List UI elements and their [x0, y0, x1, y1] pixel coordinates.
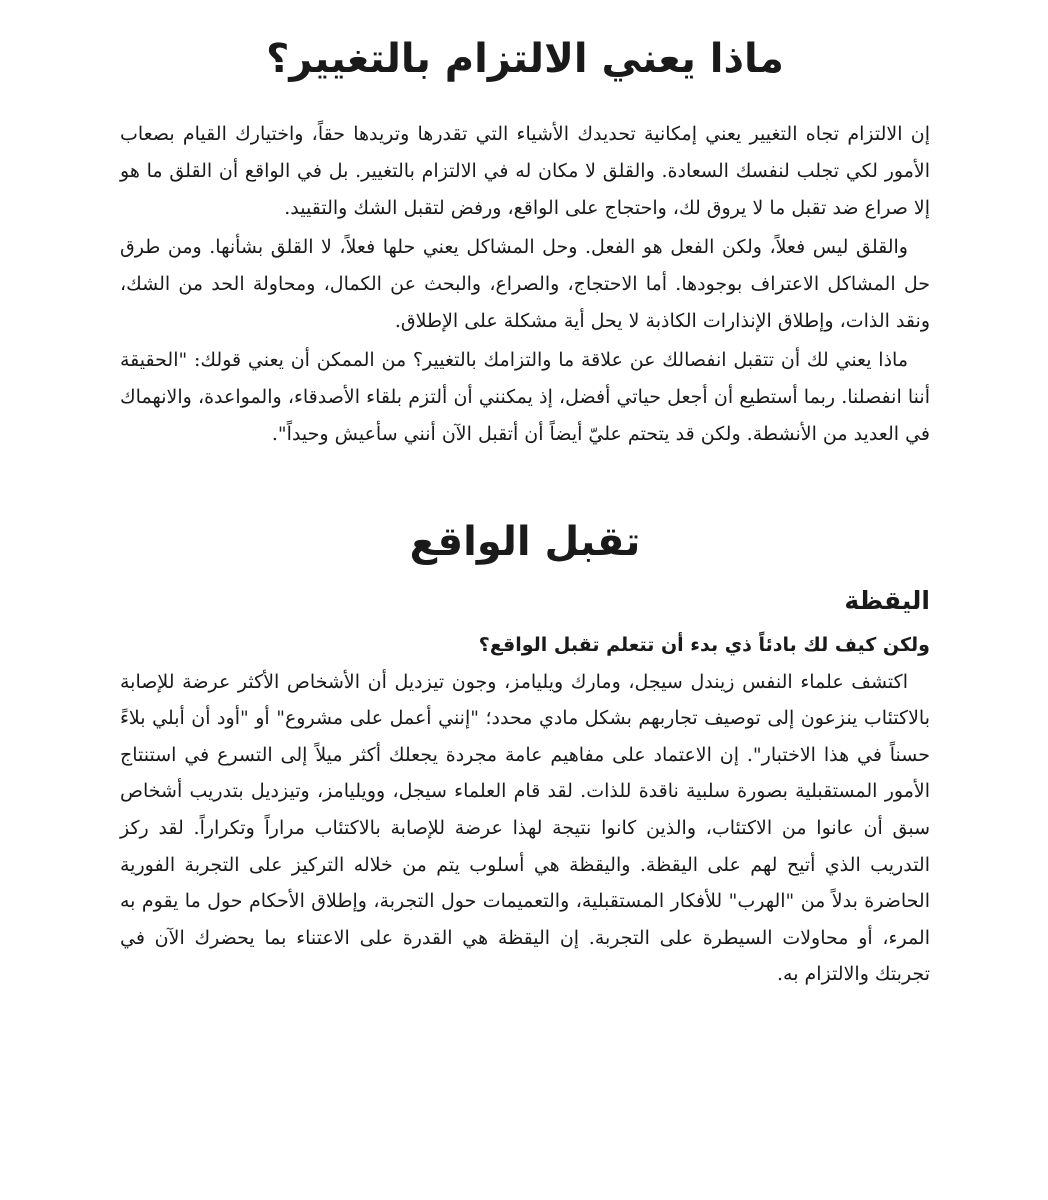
paragraph: والقلق ليس فعلاً، ولكن الفعل هو الفعل. وحل المشاكل يعني حلها فعلاً، لا القلق بشأنها. ومن طرق حل المشاكل الاعتراف بوجودها. أما الاحتجاج، والصراع، والبحث عن الكمال، ومحاولة الحد من الشك، ونقد الذات، وإطلاق الإنذارات الكاذبة لا يحل أية مشكلة على الإطلاق. [120, 236, 930, 332]
lead-question: ولكن كيف لك بادئاً ذي بدء أن تتعلم تقبل الواقع؟ [478, 634, 930, 656]
subsection-heading: اليقظة [844, 586, 930, 615]
paragraph: اكتشف علماء النفس زيندل سيجل، ومارك ويليامز، وجون تيزديل أن الأشخاص الأكثر عرضة للإصابة بالاكتئاب ينزعون إلى توصيف تجاربهم بشكل مادي محدد؛ "إنني أعمل على مشروع" أو "أود أن أبلي بلاءً حسناً في هذا الاختبار". إن الاعتماد على مفاهيم عامة مجردة يجعلك أكثر ميلاً إلى التسرع في استنتاج الأمور المستقبلية بصورة سلبية ناقدة للذات. لقد قام العلماء سيجل، وويليامز، وتيزديل بتدريب أشخاص سبق أن عانوا من الاكتئاب، والذين كانوا نتيجة لهذا عرضة للإصابة بالاكتئاب مراراً وتكراراً. لقد ركز التدريب الذي أتيح لهم على اليقظة. واليقظة هي أسلوب يتم من خلاله التركيز على التجربة الفورية الحاضرة بدلاً من "الهرب" للأفكار المستقبلية، والتعميمات حول التجربة، وإطلاق الأحكام حول ما يقوم به المرء، أو محاولات السيطرة على التجربة. إن اليقظة هي القدرة على الاعتناء بما يحضرك الآن في تجربتك والالتزام به. [120, 670, 930, 986]
section-commitment-to-change [120, 28, 930, 453]
paragraph: ماذا يعني لك أن تتقبل انفصالك عن علاقة ما والتزامك بالتغيير؟ من الممكن أن يعني قولك: "الحقيقة أننا انفصلنا. ربما أستطيع أن أجعل حياتي أفضل، إذ يمكنني أن ألتزم بلقاء الأصدقاء، والمواعدة، والانهماك في العديد من الأنشطة. ولكن قد يتحتم عليّ أيضاً أن أتقبل الآن أنني سأعيش وحيداً". [120, 349, 930, 445]
section-accepting-reality [120, 511, 930, 993]
section-title: ماذا يعني الالتزام بالتغيير؟ [266, 36, 784, 82]
paragraph: إن الالتزام تجاه التغيير يعني إمكانية تحديدك الأشياء التي تقدرها وتريدها حقاً، واختيارك القيام بصعاب الأمور لكي تجلب لنفسك السعادة. والقلق لا مكان له في الالتزام بالتغيير. بل في الواقع أن القلق ما هو إلا صراع ضد تقبل ما لا يروق لك، واحتجاج على الواقع، ورفض لتقبل الشك والتقييد. [120, 123, 930, 219]
section-title: تقبل الواقع [409, 519, 641, 565]
